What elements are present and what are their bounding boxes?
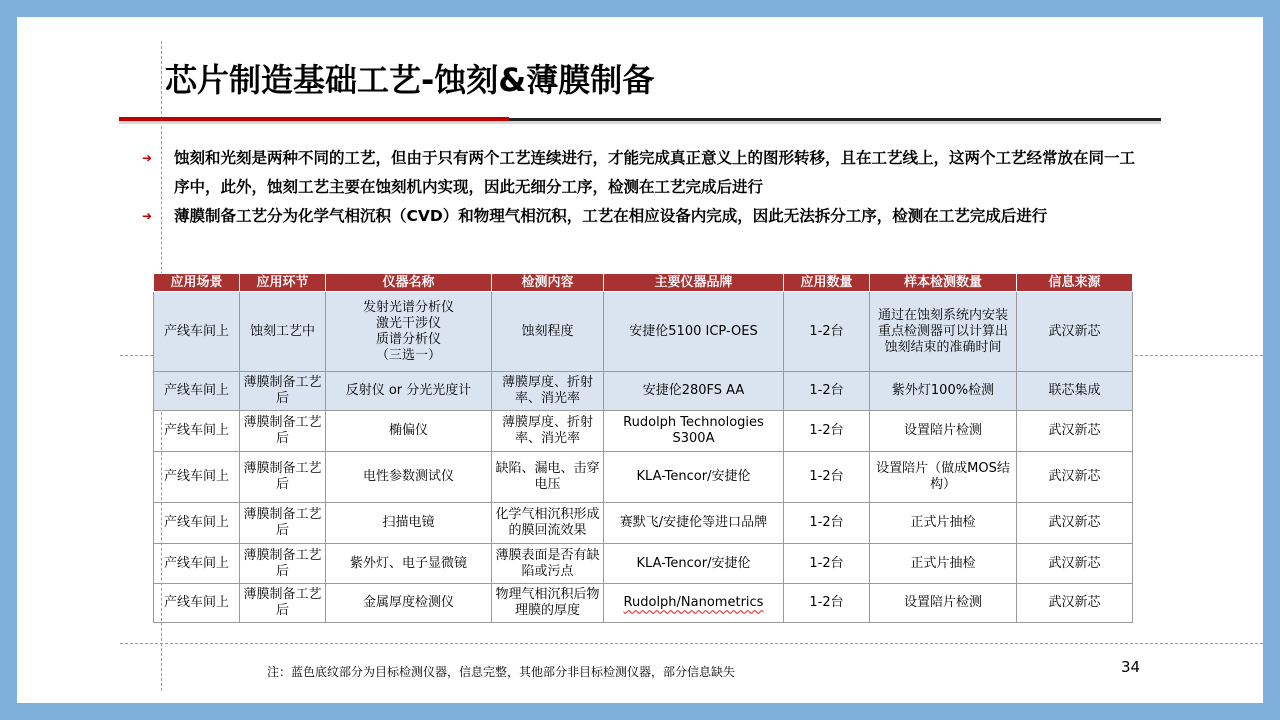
table-row [154,584,1133,623]
table-cell: 武汉新芯 [1017,411,1133,452]
spellcheck-underlined-text: Rudolph/Nanometrics [623,595,764,610]
table-cell: 化学气相沉积形成的膜回流效果 [492,503,604,544]
table-cell: 赛默飞/安捷伦等进口品牌 [604,503,784,544]
table-cell: 蚀刻程度 [492,292,604,372]
bullet-item [142,144,1142,201]
table-row [154,372,1133,411]
table-cell: 设置陪片检测 [870,584,1017,623]
table-cell: 产线车间上 [154,584,240,623]
table-cell: 产线车间上 [154,452,240,503]
table-cell: 薄膜厚度、折射率、消光率 [492,372,604,411]
column-header: 信息来源 [1017,274,1133,292]
title-underline-dark [509,118,1161,121]
table-cell: 薄膜制备工艺后 [240,503,326,544]
table-cell: 物理气相沉积后物理膜的厚度 [492,584,604,623]
column-header: 主要仪器品牌 [604,274,784,292]
table-cell: 薄膜制备工艺后 [240,584,326,623]
table-cell: 武汉新芯 [1017,292,1133,372]
table-row [154,452,1133,503]
table-cell: 1-2台 [784,584,870,623]
table-cell: 紫外灯、电子显微镜 [326,544,492,584]
bullet-text: 蚀刻和光刻是两种不同的工艺，但由于只有两个工艺连续进行，才能完成真正意义上的图形转移，且在工艺线上，这两个工艺经常放在同一工序中，此外，蚀刻工艺主要在蚀刻机内实现，因此无细分工序，检测在工艺完成后进行 [174,149,1136,196]
table-cell: 金属厚度检测仪 [326,584,492,623]
table-cell: 联芯集成 [1017,372,1133,411]
bullet-item [142,202,1142,231]
slide [17,17,1263,703]
table-cell: 扫描电镜 [326,503,492,544]
table-cell: 1-2台 [784,503,870,544]
table-row [154,411,1133,452]
column-header: 样本检测数量 [870,274,1017,292]
table-cell: 1-2台 [784,544,870,584]
page-number: 34 [1121,658,1141,676]
table-cell: 电性参数测试仪 [326,452,492,503]
table-cell: 设置陪片检测 [870,411,1017,452]
table-cell: 紫外灯100%检测 [870,372,1017,411]
table-cell: 武汉新芯 [1017,503,1133,544]
table-cell: 1-2台 [784,411,870,452]
page-title: 芯片制造基础工艺-蚀刻&薄膜制备 [165,61,655,99]
table-cell: 通过在蚀刻系统内安装重点检测器可以计算出蚀刻结束的准确时间 [870,292,1017,372]
table-cell: 椭偏仪 [326,411,492,452]
bullet-list [142,144,1142,232]
table-cell: 正式片抽检 [870,503,1017,544]
table-cell: 安捷伦280FS AA [604,372,784,411]
arrow-right-icon: ➜ [142,151,153,165]
table-cell: 1-2台 [784,452,870,503]
title-underline-red [119,117,509,121]
table-cell: 正式片抽检 [870,544,1017,584]
table-row [154,544,1133,584]
table-cell: 薄膜制备工艺后 [240,411,326,452]
column-header: 应用环节 [240,274,326,292]
table-cell: 产线车间上 [154,503,240,544]
table-cell: 薄膜厚度、折射率、消光率 [492,411,604,452]
table-header-row [154,274,1133,292]
table-cell: 蚀刻工艺中 [240,292,326,372]
table-cell: 发射光谱分析仪 激光干涉仪 质谱分析仪 （三选一） [326,292,492,372]
table-row [154,292,1133,372]
table-cell: 1-2台 [784,372,870,411]
table-cell [604,584,784,623]
table-cell: 产线车间上 [154,544,240,584]
table-cell: Rudolph Technologies S300A [604,411,784,452]
table-cell: 设置陪片（做成MOS结构） [870,452,1017,503]
title-underline-shadow [119,121,1161,124]
column-header: 检测内容 [492,274,604,292]
table-cell: 薄膜表面是否有缺陷或污点 [492,544,604,584]
instrument-table [153,273,1133,623]
footnote: 注：蓝色底纹部分为目标检测仪器，信息完整，其他部分非目标检测仪器，部分信息缺失 [267,665,736,679]
arrow-right-icon: ➜ [142,209,153,223]
table-cell: 武汉新芯 [1017,544,1133,584]
table-cell: 产线车间上 [154,372,240,411]
table-cell: 缺陷、漏电、击穿电压 [492,452,604,503]
table-cell: KLA-Tencor/安捷伦 [604,452,784,503]
table-cell: 反射仪 or 分光光度计 [326,372,492,411]
table-cell: 武汉新芯 [1017,452,1133,503]
column-header: 仪器名称 [326,274,492,292]
column-header: 应用场景 [154,274,240,292]
table-cell: 薄膜制备工艺后 [240,372,326,411]
table-row [154,503,1133,544]
table-cell: 产线车间上 [154,292,240,372]
table-cell: 薄膜制备工艺后 [240,544,326,584]
column-header: 应用数量 [784,274,870,292]
table-cell: 1-2台 [784,292,870,372]
table-cell: 武汉新芯 [1017,584,1133,623]
table-cell: 安捷伦5100 ICP-OES [604,292,784,372]
bullet-text: 薄膜制备工艺分为化学气相沉积（CVD）和物理气相沉积，工艺在相应设备内完成，因此无法拆分工序，检测在工艺完成后进行 [174,207,1048,225]
table-cell: 产线车间上 [154,411,240,452]
table-cell: 薄膜制备工艺后 [240,452,326,503]
table-cell: KLA-Tencor/安捷伦 [604,544,784,584]
guide-line-horizontal [120,643,1263,644]
